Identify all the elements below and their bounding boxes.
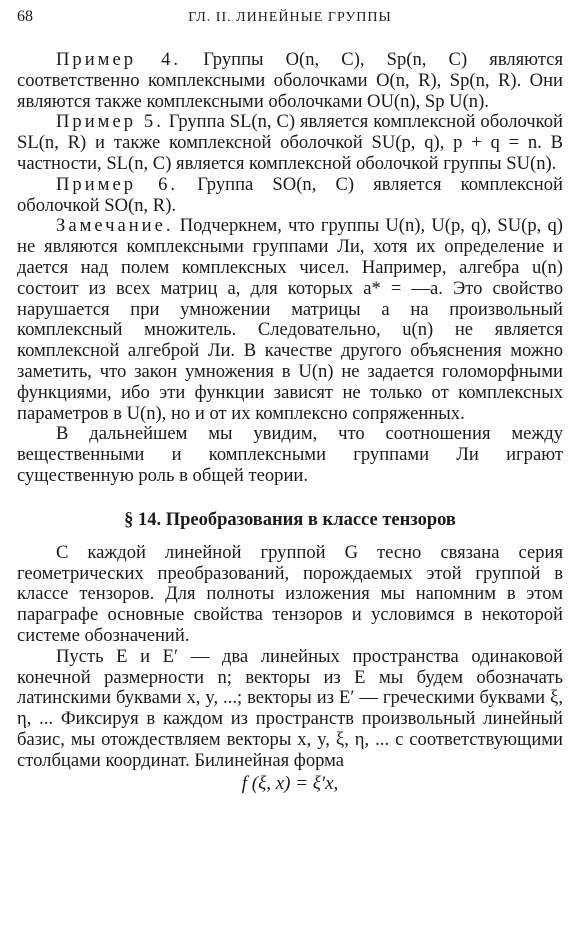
paragraph-text: Группы O(n, C), Sp(n, C) являются соответственно комплексными оболочками O(n, R), Sp(n, R). Они являются также комплексными оболочками OU(n), Sp U(n). [17,49,563,112]
paragraph-example-5 [17,112,563,174]
paragraph-text: Подчеркнем, что группы U(n), U(p, q), SU(p, q) не являются комплексными группами Ли, хотя их определение и дается над полем комплексных чисел. Например, алгебра u(n) состоит из всех матриц a, для которых a* = —a. Это свойство нарушается при умножении матрицы a на произвольный комплексный множитель. Следовательно, u(n) не является комплексной алгеброй Ли. В качестве другого объяснения можно заметить, что закон умножения в U(n) не задается голоморфными функциями, ибо эти функции зависят не только от комплексных параметров в U(n), но и от их комплексно сопряженных. [17,215,563,424]
section-gap [17,487,563,509]
running-title: ГЛ. II. ЛИНЕЙНЫЕ ГРУППЫ [188,10,392,25]
paragraph-lead: Замечание. [56,215,174,237]
paragraph-text: В дальнейшем мы увидим, что соотношения между вещественными и комплексными группами Ли играют существенную роль в общей теории. [17,423,563,486]
section-paragraph [17,647,563,772]
paragraph-conclusion [17,424,563,486]
section-paragraph [17,543,563,647]
paragraph-text: Группа SO(n, C) является комплексной оболочкой SO(n, R). [17,173,563,216]
paragraph-example-4 [17,50,563,112]
page-header [17,8,563,30]
paragraph-example-6 [17,175,563,217]
paragraph-lead: Пример 4. [56,49,182,70]
paragraph-text: С каждой линейной группой G тесно связана серия геометрических преобразований, порождаемых этой группой в классе тензоров. Для полноты изложения мы напомним в этом параграфе основные свойства тензоров и условимся в некоторой системе обозначений. [17,541,563,646]
paragraph-text: Пусть E и E′ — два линейных пространства одинаковой конечной размерности n; векторы из E мы будем обозначать латинскими буквами x, y, ...; векторы из E′ — греческими буквами ξ, η, ... Фиксируя в каждом из пространств произвольный линейный базис, мы отождествляем векторы x, y, ξ, η, ... с соответствующими столбцами координат. Билинейная форма [17,645,563,771]
paragraph-lead: Пример 5. [56,111,164,133]
section-title: § 14. Преобразования в классе тензоров [124,509,456,530]
page-body [17,50,563,796]
bilinear-form-formula: f (ξ, x) = ξ′x, [241,772,339,794]
page-number: 68 [17,8,33,25]
paragraph-remark [17,216,563,424]
paragraph-text: Группа SL(n, C) является комплексной оболочкой SL(n, R) и также комплексной оболочкой SU(p, q), p + q = n. В частности, SL(n, C) является комплексной оболочкой группы SU(n). [17,111,563,174]
paragraph-lead: Пример 6. [56,173,179,195]
